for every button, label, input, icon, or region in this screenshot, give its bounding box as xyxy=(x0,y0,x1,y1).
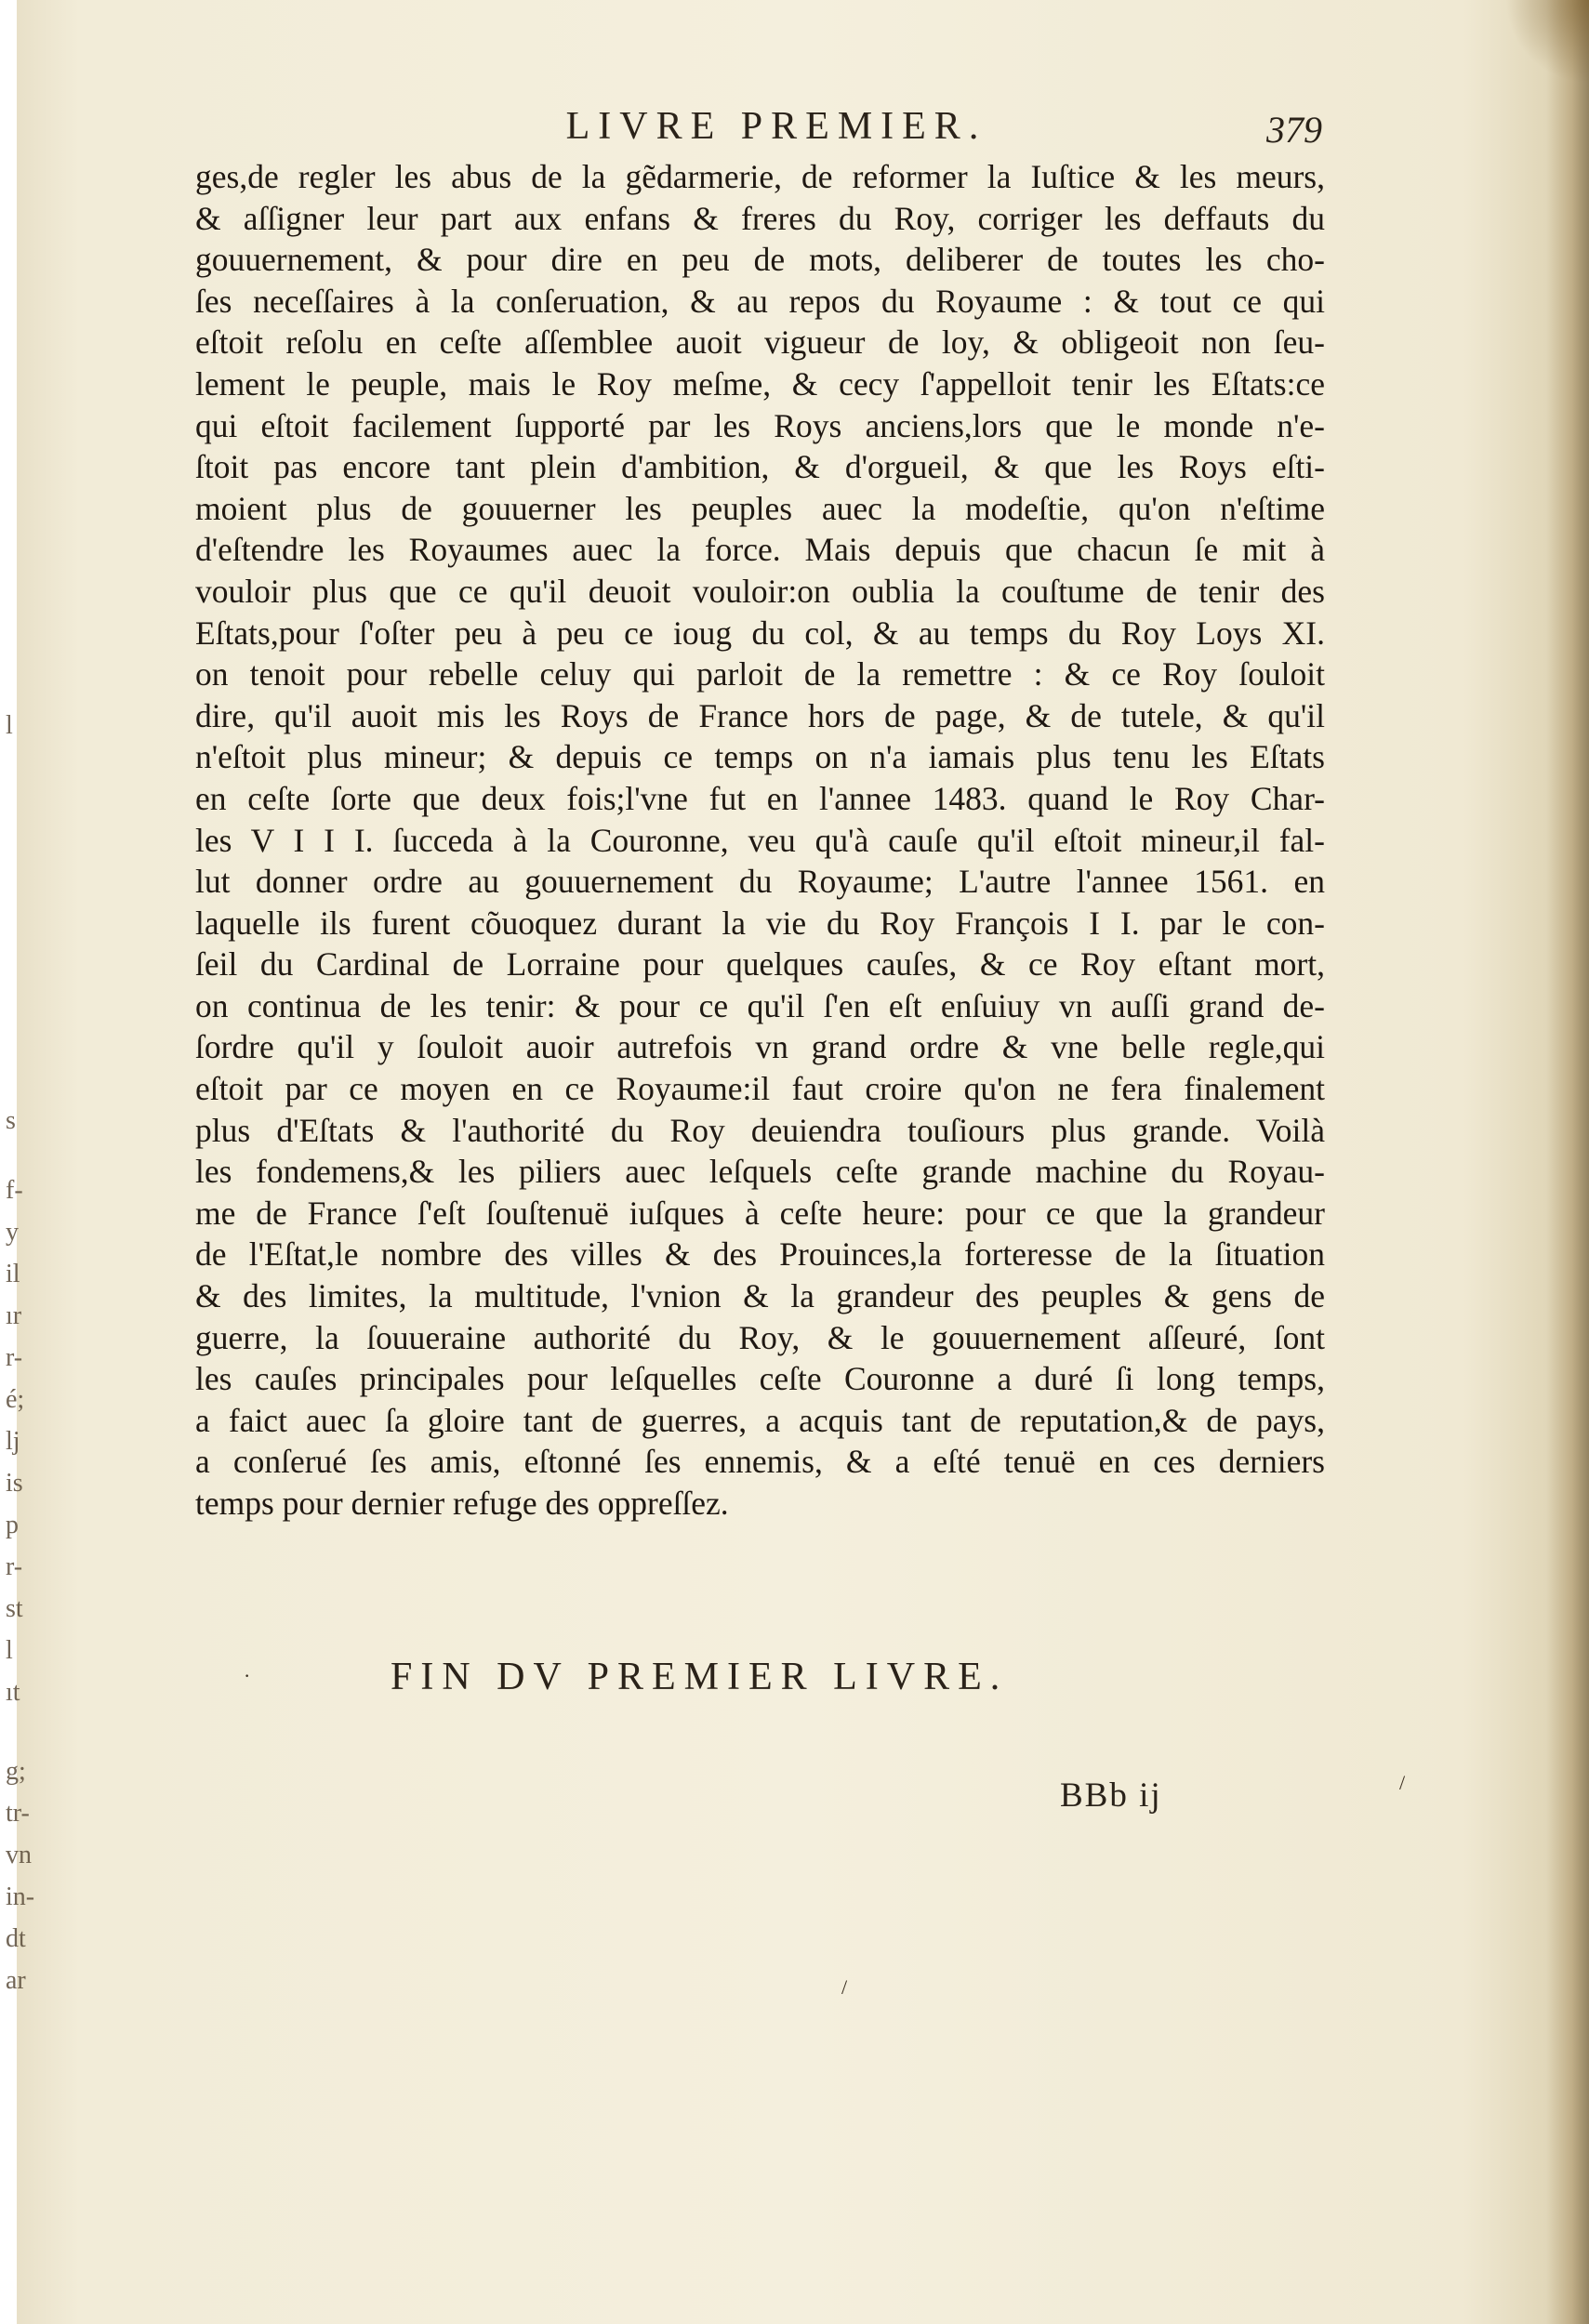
text-line: les V I I I. ſucceda à la Couronne, veu qu'à cauſe qu'il eſtoit mineur,il fal- xyxy=(195,821,1325,859)
text-line: en ceſte ſorte que deux fois;l'vne fut en l'annee 1483. quand le Roy Char- xyxy=(195,779,1325,817)
text-line: temps pour dernier refuge des oppreſſez. xyxy=(195,1485,729,1522)
text-line: ges,de regler les abus de la gẽdarmerie, de reformer la Iuſtice & les meurs, xyxy=(195,158,1325,195)
text-line: gouuernement, & pour dire en peu de mots, deliberer de toutes les cho- xyxy=(195,241,1325,279)
text-line: a faict auec ſa gloire tant de guerres, a acquis tant de reputation,& de pays, xyxy=(195,1401,1325,1439)
ink-speck: / xyxy=(1399,1771,1406,1794)
bleed-fragment: ar xyxy=(6,1966,26,1995)
running-head: LIVRE PREMIER. xyxy=(565,105,987,148)
text-line: on tenoit pour rebelle celuy qui parloit de la remettre : & ce Roy ſouloit xyxy=(195,655,1325,693)
bleed-fragment: in- xyxy=(6,1882,35,1911)
text-line: laquelle ils furent cõuoquez durant la vie du Roy François I I. par le con- xyxy=(195,904,1325,942)
text-line: plus d'Eſtats & l'authorité du Roy deuiendra touſiours plus grande. Voilà xyxy=(195,1111,1325,1149)
page-corner-stain xyxy=(1505,0,1589,84)
bleed-fragment: s xyxy=(6,1106,16,1135)
text-line: de l'Eſtat,le nombre des villes & des Prouinces,la forteresse de la ſituation xyxy=(195,1235,1325,1274)
text-line: ſeil du Cardinal de Lorraine pour quelques cauſes, & ce Roy eſtant mort, xyxy=(195,945,1325,984)
text-line: on continua de les tenir: & pour ce qu'il ſ'en eſt enſuiuy vn auſſi grand de- xyxy=(195,986,1325,1024)
text-line: lut donner ordre au gouuernement du Royaume; L'autre l'annee 1561. en xyxy=(195,863,1325,901)
text-line: les cauſes principales pour leſquelles ceſte Couronne a duré ſi long temps, xyxy=(195,1360,1325,1398)
text-line: & des limites, la multitude, l'vnion & la grandeur des peuples & gens de xyxy=(195,1277,1325,1315)
text-line: qui eſtoit facilement ſupporté par les Roys anciens,lors que le monde n'e- xyxy=(195,406,1325,444)
bleed-fragment: é; xyxy=(6,1385,25,1414)
signature-mark: BBb ij xyxy=(1060,1776,1162,1815)
bleed-fragment: ıt xyxy=(6,1678,20,1707)
text-line: les fondemens,& les piliers auec leſquels ceſte grande machine du Royau- xyxy=(195,1153,1325,1191)
text-line: eſtoit par ce moyen en ce Royaume:il faut croire qu'on ne fera finalement xyxy=(195,1070,1325,1108)
ink-speck: / xyxy=(841,1975,848,1999)
text-line: vouloir plus que ce qu'il deuoit vouloir:on oublia la couſtume de tenir des xyxy=(195,572,1325,610)
bleed-fragment: l xyxy=(6,711,13,740)
text-line: a conſerué ſes amis, eſtonné ſes ennemis, & a eſté tenuë en ces derniers xyxy=(195,1443,1325,1481)
text-line: guerre, la ſouueraine authorité du Roy, & le gouuernement aſſeuré, ſont xyxy=(195,1318,1325,1356)
text-line: n'eſtoit plus mineur; & depuis ce temps on n'a iamais plus tenu les Eſtats xyxy=(195,738,1325,776)
bleed-fragment: tr- xyxy=(6,1799,30,1828)
text-line: eſtoit reſolu en ceſte aſſemblee auoit vigueur de loy, & obligeoit non ſeu- xyxy=(195,324,1325,362)
text-line: ſes neceſſaires à la conſeruation, & au repos du Royaume : & tout ce qui xyxy=(195,282,1325,320)
bleed-fragment: r- xyxy=(6,1343,23,1372)
colophon: FIN DV PREMIER LIVRE. xyxy=(391,1656,1009,1698)
bleed-fragment: dt xyxy=(6,1924,26,1953)
bleed-fragment: is xyxy=(6,1469,23,1498)
page-header xyxy=(195,104,1357,160)
page-edge-shadow xyxy=(1546,0,1589,2324)
text-line: me de France ſ'eſt ſouſtenuë iuſques à ceſte heure: pour ce que la grandeur xyxy=(195,1194,1325,1232)
page-number: 379 xyxy=(1266,109,1322,151)
bleed-fragment: l xyxy=(6,1636,13,1665)
text-line: Eſtats,pour ſ'oſter peu à peu ce ioug du col, & au temps du Roy Loys XI. xyxy=(195,614,1325,652)
bleed-fragment: p xyxy=(6,1511,19,1539)
facing-page-bleed xyxy=(0,0,56,2324)
bleed-fragment: y xyxy=(6,1218,19,1247)
bleed-fragment: il xyxy=(6,1260,20,1288)
text-line: lement le peuple, mais le Roy meſme, & cecy ſ'appelloit tenir les Eſtats:ce xyxy=(195,364,1325,403)
text-line: ſtoit pas encore tant plein d'ambition, & d'orgueil, & que les Roys eſti- xyxy=(195,448,1325,486)
body-text xyxy=(195,156,1325,1525)
bleed-fragment: st xyxy=(6,1594,23,1623)
ink-speck: · xyxy=(244,1664,251,1687)
bleed-fragment: vn xyxy=(6,1841,32,1869)
bleed-fragment: g; xyxy=(6,1757,26,1786)
text-line: d'eſtendre les Royaumes auec la force. Mais depuis que chacun ſe mit à xyxy=(195,531,1325,569)
bleed-fragment: r- xyxy=(6,1552,23,1581)
bleed-fragment: f- xyxy=(6,1176,23,1205)
bleed-fragment: lj xyxy=(6,1427,20,1456)
text-line: moient plus de gouuerner les peuples auec la modeſtie, qu'on n'eſtime xyxy=(195,489,1325,527)
text-line: ſordre qu'il y ſouloit auoir autrefois vn grand ordre & vne belle regle,qui xyxy=(195,1028,1325,1066)
text-line: & aſſigner leur part aux enfans & freres du Roy, corriger les deffauts du xyxy=(195,199,1325,237)
bleed-fragment: ır xyxy=(6,1301,22,1330)
text-line: dire, qu'il auoit mis les Roys de France hors de page, & de tutele, & qu'il xyxy=(195,696,1325,734)
